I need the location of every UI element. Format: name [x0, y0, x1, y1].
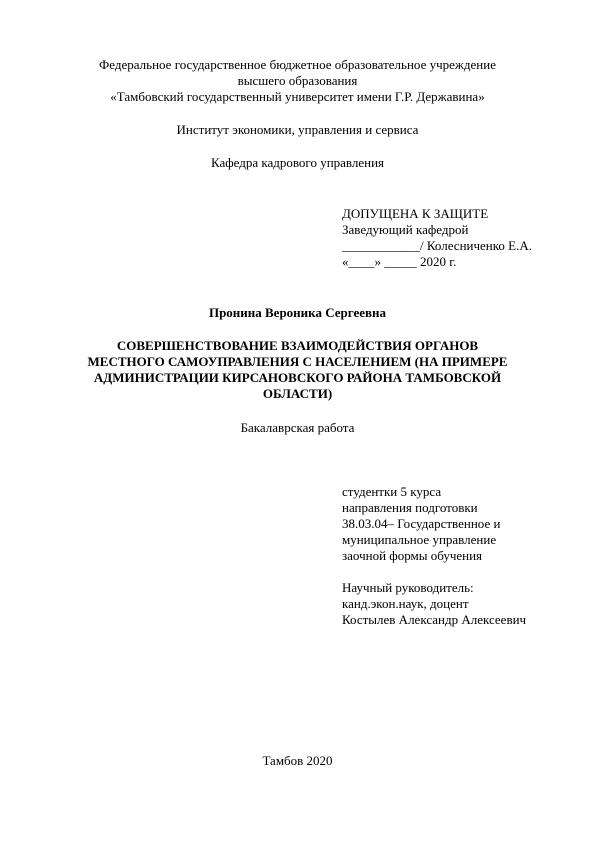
student-info-line-1: студентки 5 курса: [342, 484, 442, 499]
author-name: Пронина Вероника Сергеевна: [208, 305, 387, 320]
thesis-title-line-4: ОБЛАСТИ): [262, 386, 333, 401]
institute-name: Институт экономики, управления и сервиса: [176, 122, 419, 137]
city-year: Тамбов 2020: [262, 753, 333, 768]
student-info-line-3: 38.03.04– Государственное и: [342, 516, 501, 531]
thesis-title-line-1: СОВЕРШЕНСТВОВАНИЕ ВЗАИМОДЕЙСТВИЯ ОРГАНОВ: [116, 338, 479, 353]
header-line-1: Федеральное государственное бюджетное образовательное учреждение: [99, 57, 496, 72]
thesis-title-line-2: МЕСТНОГО САМОУПРАВЛЕНИЯ С НАСЕЛЕНИЕМ (НА ПРИМЕРЕ: [87, 354, 508, 369]
work-type: Бакалаврская работа: [240, 420, 355, 435]
approval-status: ДОПУЩЕНА К ЗАЩИТЕ: [342, 206, 489, 221]
student-info-line-5: заочной формы обучения: [342, 548, 483, 563]
approval-role: Заведующий кафедрой: [342, 222, 469, 237]
approval-block: [342, 206, 532, 270]
thesis-title-line-3: АДМИНИСТРАЦИИ КИРСАНОВСКОГО РАЙОНА ТАМБОВСКОЙ: [93, 370, 502, 385]
approval-signature-line: ____________/ Колесниченко Е.А.: [342, 238, 532, 253]
supervisor-name: Костылев Александр Алексеевич: [342, 612, 527, 627]
header-line-2: высшего образования: [237, 73, 358, 88]
supervisor-label: Научный руководитель:: [342, 580, 474, 595]
thesis-title: [40, 338, 555, 402]
student-info-line-2: направления подготовки: [342, 500, 478, 515]
department-name: Кафедра кадрового управления: [210, 155, 385, 170]
student-info-line-4: муниципальное управление: [342, 532, 497, 547]
approval-date-line: «____» _____ 2020 г.: [342, 254, 457, 269]
student-info: [342, 484, 500, 564]
supervisor-degree: канд.экон.наук, доцент: [342, 596, 469, 611]
header-line-3: «Тамбовский государственный университет имени Г.Р. Державина»: [110, 89, 485, 104]
university-header: [40, 57, 555, 105]
supervisor-block: [342, 580, 526, 628]
